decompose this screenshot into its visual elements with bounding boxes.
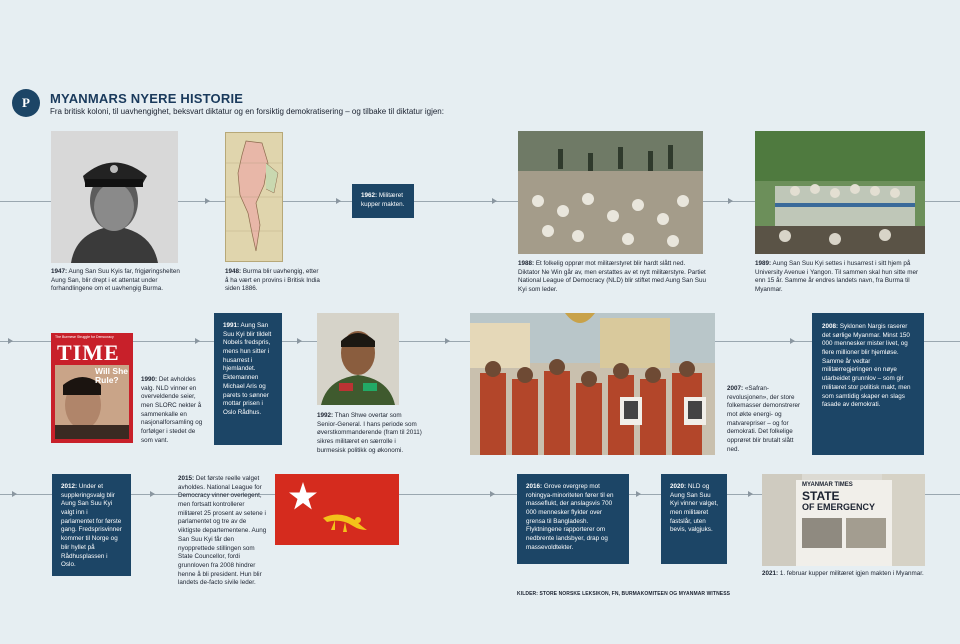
protest-1988-photo xyxy=(518,131,703,254)
arrow-icon xyxy=(205,198,210,204)
caption-1992: 1992: Than Shwe overtar som Senior-General. I hans periode som øverstkommanderende (fram til 2011) sikres militæret en særrolle i burmesisk politikk og økonomi. xyxy=(317,412,422,454)
arrow-icon xyxy=(297,338,302,344)
arrow-icon xyxy=(636,491,641,497)
caption-1990: 1990: Det avholdes valg. NLD vinner en overveldende seier, men SLORC nekter å sammenkalle en nasjonalforsamling og forfølger i stedet de som vant. xyxy=(141,376,203,444)
time-cover-headline: Will She Rule? xyxy=(95,366,128,385)
than-shwe-portrait xyxy=(317,313,399,405)
caption-1989: 1989: Aung San Suu Kyi settes i husarrest i sitt hjem på University Avenue i Yangon. Til sammen skal hun sitte mer enn 15 år. Samme år endres landets navn, fra Burma til Myanmar. xyxy=(755,260,919,294)
saffron-revolution-photo xyxy=(470,313,715,455)
event-box-2012: 2012: Under et suppleringsvalg blir Aung San Suu Kyi valgt inn i parlamentet for første gang. Fredsprisvinner kommer til Norge og blir hyllet på Rådhusplassen i Oslo. xyxy=(52,474,131,576)
arrow-icon xyxy=(445,338,450,344)
event-box-2016: 2016: Grove overgrep mot rohingya-minoriteten fører til en masseflukt, der anslagsvis 700 000 mennesker flykter over grensa til Bangladesh. Flyktningene rapporterer om nedbrente landsbyer, drap og massevoldtekter. xyxy=(517,474,629,564)
caption-1947: 1947: Aung San Suu Kyis far, frigjøringshelten Aung San, blir drept i et attentat under forhandlingene om et uavhengig Burma. xyxy=(51,268,180,293)
arrow-icon xyxy=(492,198,497,204)
arrow-icon xyxy=(12,491,17,497)
time-cover-masthead: TIME xyxy=(57,340,120,365)
arrow-icon xyxy=(8,338,13,344)
sources-footer: KILDER: STORE NORSKE LEKSIKON, FN, BURMAKOMITEEN OG MYANMAR WITNESS xyxy=(517,591,731,597)
page-title: MYANMARS NYERE HISTORIE xyxy=(50,91,244,106)
arrow-icon xyxy=(195,338,200,344)
event-box-1962: 1962: Militæret kupper makten. xyxy=(352,184,414,218)
caption-1988: 1988: Et folkelig opprør mot militærstyret blir hardt slått ned. Diktator Ne Win går av, men erstattes av et nytt militærstyre. Partiet National League of Democracy (NLD) blir stiftet med Aung San Suu Kyi som leder. xyxy=(518,260,706,294)
event-box-2020: 2020: NLD og Aung San Suu Kyi vinner valget, men militæret fastslår, uten bevis, valgjuks. xyxy=(661,474,727,564)
publisher-logo: P xyxy=(12,89,40,117)
newspaper-state-of-emergency xyxy=(762,474,925,566)
aung-san-portrait xyxy=(51,131,178,263)
arrow-icon xyxy=(336,198,341,204)
event-box-2008: 2008: Syklonen Nargis raserer det sørlige Myanmar. Minst 150 000 mennesker mister livet, og flere millioner blir hjemløse. Samme år vedtar militærregjeringen en nøye utarbeidet grunnlov – som gir militæret stor politisk makt, men som samtidig skaper en slags fasade av demokrati. xyxy=(812,313,924,455)
caption-1948: 1948: Burma blir uavhengig, etter å ha vært en provins i Britisk India siden 1886. xyxy=(225,268,320,293)
arrow-icon xyxy=(728,198,733,204)
arrow-icon xyxy=(790,338,795,344)
house-arrest-1989-photo xyxy=(755,131,925,254)
nld-flag xyxy=(275,474,399,545)
time-magazine-cover xyxy=(51,333,133,443)
newspaper-headline-1: STATE xyxy=(802,489,840,503)
event-box-1991: 1991: Aung San Suu Kyi blir tildelt Nobels fredspris, mens hun sitter i husarrest i hjemlandet. Ektemannen Michael Aris og parets to sønner mottar prisen i Oslo Rådhus. xyxy=(214,313,282,445)
caption-2015: 2015: Det første reelle valget avholdes. National League for Democracy vinner overlegent, men fortsatt kontrollerer militæret 25 prosent av setene i parlamentet og tre av de viktigste departementene. Aung San Suu Kyi får den nyopprettede stillingen som State Councellor, fordi grunnloven fra 2008 hindrer henne å bli president. Hun blir landets de-facto sivile leder. xyxy=(178,475,267,587)
page-subtitle: Fra britisk koloni, til uavhengighet, beksvart diktatur og en forsiktig demokratisering – og tilbake til diktatur igjen: xyxy=(50,107,444,116)
burma-map-image xyxy=(225,132,283,262)
newspaper-masthead: MYANMAR TIMES xyxy=(802,482,853,488)
newspaper-headline-2: OF EMERGENCY xyxy=(802,502,876,512)
arrow-icon xyxy=(748,491,753,497)
caption-2021: 2021: 1. februar kupper militæret igjen makten i Myanmar. xyxy=(762,570,924,577)
arrow-icon xyxy=(490,491,495,497)
caption-2007: 2007: «Safran-revolusjonen», der store folkemasser demonstrerer mot økte energi- og matvarepriser – og for demokrati. Det folkelige opprøret blir brutalt slått ned. xyxy=(727,385,801,453)
time-cover-kicker: The Burmese Struggle for Democracy xyxy=(55,335,114,339)
arrow-icon xyxy=(150,491,155,497)
